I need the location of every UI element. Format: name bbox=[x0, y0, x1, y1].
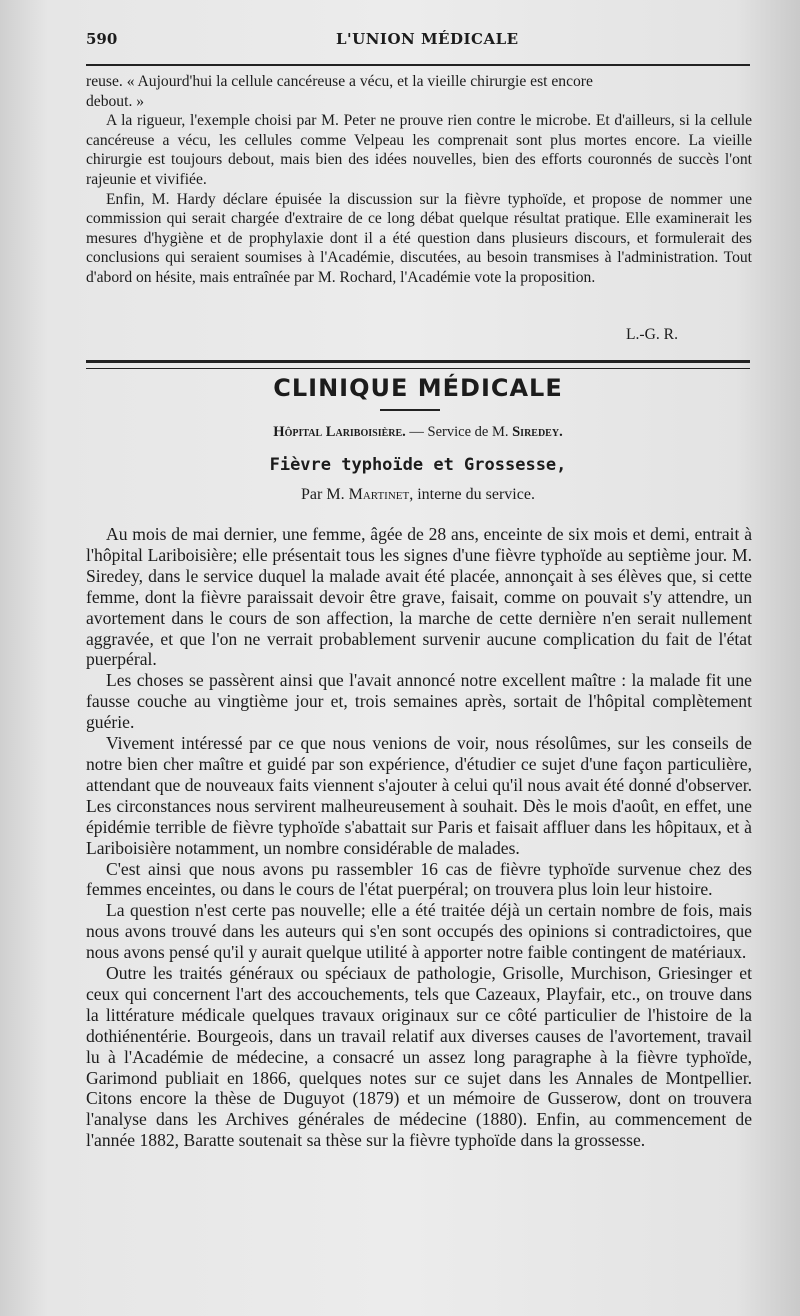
section-title: CLINIQUE MÉDICALE bbox=[273, 374, 563, 402]
section-divider bbox=[86, 360, 750, 369]
header-rule bbox=[86, 64, 750, 66]
article-title: Fièvre typhoïde et Grossesse, bbox=[269, 455, 567, 475]
title-rule bbox=[380, 409, 440, 411]
article-body bbox=[86, 524, 752, 1151]
author-name: Martinet, bbox=[348, 486, 414, 503]
service-label: — Service de M. bbox=[409, 424, 509, 440]
paragraph: reuse. « Aujourd'hui la cellule cancéreuse a vécu, et la vieille chirurgie est encore debout. » bbox=[86, 73, 593, 110]
paragraph: Vivement intéressé par ce que nous venions de voir, nous résolûmes, sur les conseils de notre bien cher maître et guidé par son expérience, d'étudier ce sujet d'une façon particulière, attendant que de nouveaux faits viennent s'ajouter à celui qu'il nous avait été donné d'observer. Les circonstances nous servirent malheureusement à souhait. Dès le mois d'août, en effet, une épidémie terrible de fièvre typhoïde s'abattait sur Paris et faisait affluer dans les hôpitaux, et à Lariboisière notamment, un nombre considérable de malades. bbox=[86, 733, 752, 858]
paragraph: Outre les traités généraux ou spéciaux de pathologie, Grisolle, Murchison, Griesinger et ceux qui concernent l'art des accouchements, tels que Cazeaux, Playfair, etc., on trouve dans la littérature médicale quelques travaux originaux sur ce côté particulier de l'histoire de la dothiénentérie. Bourgeois, dans un travail relatif aux diverses causes de l'avortement, travail lu à l'Académie de médecine, a consacré un assez long paragraphe à la fièvre typhoïde, Garimond publiait en 1866, quelques notes sur ce sujet dans les Annales de Montpellier. Citons encore la thèse de Duguyot (1879) et un mémoire de Gusserow, dont on trouvera l'analyse dans les Archives générales de médecine (1880). Enfin, au commencement de l'année 1882, Baratte soutenait sa thèse sur la fièvre typhoïde dans la grossesse. bbox=[86, 963, 752, 1151]
journal-title: L'UNION MÉDICALE bbox=[336, 30, 519, 48]
previous-article-text bbox=[86, 72, 752, 288]
paragraph: Enfin, M. Hardy déclare épuisée la discussion sur la fièvre typhoïde, et propose de nommer une commission qui serait chargée d'extraire de ce long débat quelque résultat pratique. Elle examinerait les mesures d'hygiène et de prophylaxie dont il a été question dans plusieurs discours, et formulerait des conclusions qui seraient soumises à l'Académie, discutées, au besoin transmises à l'administration. Tout d'abord on hésite, mais entraînée par M. Rochard, l'Académie vote la proposition. bbox=[86, 190, 752, 286]
paragraph: A la rigueur, l'exemple choisi par M. Peter ne prouve rien contre le microbe. Et d'ailleurs, si la cellule cancéreuse a vécu, les cellules comme Velpeau les comprenait sont plus mortes encore. La vieille chirurgie est toujours debout, mais bien des idées nouvelles, bien des efforts couronnés de succès l'ont rajeunie et vivifiée. bbox=[86, 112, 752, 188]
hospital-line bbox=[86, 424, 750, 441]
page-header bbox=[86, 30, 760, 56]
page-number: 590 bbox=[86, 30, 118, 48]
author-line: Par M. Martinet, interne du service. bbox=[301, 486, 535, 503]
paragraph: Au mois de mai dernier, une femme, âgée de 28 ans, enceinte de six mois et demi, entrait à l'hôpital Lariboisière; elle présentait tous les signes d'une fièvre typhoïde au septième jour. M. Siredey, dans le service duquel la malade avait été placée, annonçait à ses élèves que, si cette femme, dont la fièvre paraissait devoir être grave, faisait, comme on pouvait s'y attendre, un avortement dans le cours de son affection, la marche de cette dernière n'en serait nullement aggravée, et que l'on ne verrait probablement survenir aucune complication du fait de l'état puerpéral. bbox=[86, 524, 752, 670]
author-signature: L.-G. R. bbox=[626, 326, 678, 343]
paragraph: C'est ainsi que nous avons pu rassembler 16 cas de fièvre typhoïde survenue chez des femmes enceintes, ou dans le cours de l'état puerpéral; on trouvera plus loin leur histoire. bbox=[86, 858, 752, 900]
hospital-name: Hôpital Lariboisière. bbox=[273, 424, 406, 440]
paragraph: Les choses se passèrent ainsi que l'avait annoncé notre excellent maître : la malade fit une fausse couche au vingtième jour et, trois semaines après, sortait de l'hôpital complètement guérie. bbox=[86, 670, 752, 733]
service-head: Siredey. bbox=[512, 424, 563, 440]
paragraph: La question n'est certe pas nouvelle; elle a été traitée déjà un certain nombre de fois, mais nous avons trouvé dans les auteurs qui s'en sont occupés des opinions si contradictoires, que nous avons pensé qu'il y aurait quelque utilité à apporter notre faible contingent de matériaux. bbox=[86, 900, 752, 963]
